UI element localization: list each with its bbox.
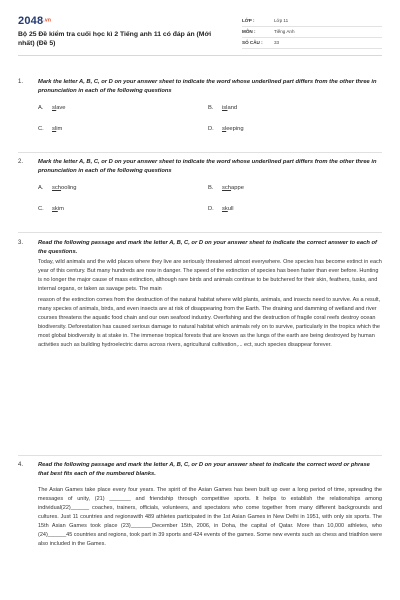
meta-row-count xyxy=(242,38,382,49)
question-3 xyxy=(18,239,382,349)
question-1 xyxy=(18,78,382,133)
option-rest: appe xyxy=(231,185,244,192)
option-rest: ave xyxy=(56,105,66,112)
logo-suffix: .vn xyxy=(43,17,52,24)
option-d[interactable] xyxy=(208,205,378,213)
option-underlined: sk xyxy=(222,205,228,212)
option-rest: ull xyxy=(227,205,234,212)
question-number: 4. xyxy=(18,462,24,468)
option-d[interactable] xyxy=(208,125,378,133)
question-number: 3. xyxy=(18,240,24,246)
meta-value: 33 xyxy=(274,39,280,45)
question-instruction: Read the following passage and mark the letter A, B, C, or D on your answer sheet to indicate the correct answer to each of the questions. xyxy=(38,240,377,255)
divider xyxy=(18,232,382,233)
passage-paragraph: reason of the extinction comes from the destruction of the natural habitat where wild plants, animals, and insects need to survive. As a result, many species of animals, birds, and even insects are at risk of disappearing from the Earth. The draining and damming of wetland and river courses threatens the aquatic food chain and our own seafood industry. Overfishing and the destruction of fragile coral reefs destroy ocean biodiversity. Deforestation has caused serious damage to natural habitat which animals rely on to survive, particularly in the tropics which the most global biodiversity is at stake in. The immense tropical forests that are known as the lungs of the earth are being destroyed by human activities such as building hydroelectric dams across rivers, agricultural cultivation,... ect, such species disappear forever. xyxy=(38,297,381,348)
answer-options xyxy=(38,184,382,213)
meta-row-class xyxy=(242,16,382,27)
option-rest: im xyxy=(56,125,63,132)
logo-text: 2048 xyxy=(18,15,44,27)
option-c[interactable] xyxy=(38,205,208,213)
question-number: 2. xyxy=(18,159,24,165)
question-instruction: Read the following passage and mark the letter A, B, C, or D on your answer sheet to indicate the correct word or phrase that best fits each of the numbered blanks. xyxy=(38,462,370,477)
option-b[interactable] xyxy=(208,104,378,112)
option-underlined: sl xyxy=(222,125,227,132)
meta-panel xyxy=(242,16,382,49)
answer-options xyxy=(38,104,382,133)
site-logo[interactable] xyxy=(18,14,51,30)
option-underlined: isl xyxy=(222,105,228,112)
option-letter: A. xyxy=(38,105,44,112)
divider xyxy=(18,152,382,153)
option-a[interactable] xyxy=(38,104,208,112)
page-title: Bộ 25 Đề kiểm tra cuối học kì 2 Tiếng anh 11 có đáp án (Mới nhất) (Đề 5) xyxy=(18,31,212,48)
option-letter: D. xyxy=(208,205,214,212)
meta-key: SỐ CÂU : xyxy=(242,39,263,45)
option-letter: B. xyxy=(208,105,214,112)
meta-key: LỚP : xyxy=(242,17,255,23)
divider xyxy=(18,455,382,456)
meta-row-subject xyxy=(242,27,382,38)
option-letter: B. xyxy=(208,185,214,192)
option-b[interactable] xyxy=(208,184,378,192)
option-rest: eeping xyxy=(226,125,244,132)
question-4 xyxy=(18,461,382,549)
option-letter: C. xyxy=(38,125,44,132)
option-rest: and xyxy=(227,105,238,112)
option-underlined: sch xyxy=(52,185,62,192)
question-instruction: Mark the letter A, B, C, or D on your answer sheet to indicate the word whose underlined part differs from the other three in pronunciation in each of the following questions xyxy=(38,79,377,94)
question-2 xyxy=(18,158,382,213)
passage-paragraph: The Asian Games take place every four years. The spirit of the Asian Games has been built up over a long period of time, spreading the messages of unity, (21) _______ and friendship through competitive sports. It helps to establish the relationships among individual(22)______ coaches, trainers, officials, volunteers, and spectators who come together from many different backgrounds and cultures. Just 11 countries and regionswith 489 athletes participated in the 1st Asian Games in New Delhi in 1951, with only six sports. The 15th Asian Games took place (23)_______December 15th, 2006, in Doha, the capital of Qatar. More than 10,000 athletes, who (24)______45 countries and regions, took part in 39 sports and 424 events of the games. Some new events such as chess and triathlon were also included in the Games. xyxy=(38,487,382,547)
document-header xyxy=(18,12,382,56)
option-letter: A. xyxy=(38,185,44,192)
option-rest: ooling xyxy=(61,185,77,192)
meta-value: Lớp 11 xyxy=(274,17,289,23)
option-rest: im xyxy=(57,205,64,212)
option-letter: C. xyxy=(38,205,44,212)
meta-value: Tiếng Anh xyxy=(274,28,295,34)
option-a[interactable] xyxy=(38,184,208,192)
option-c[interactable] xyxy=(38,125,208,133)
meta-key: MÔN : xyxy=(242,28,256,34)
question-instruction: Mark the letter A, B, C, or D on your answer sheet to indicate the word whose underlined part differs from the other three in pronunciation in each of the following questions xyxy=(38,159,377,174)
passage-paragraph: Today, wild animals and the wild places where they live are seriously threatened almost everywhere. One species has become extinct in each year of this century. But many hundreds are now in danger. The speed of the extinction of species has been faster than ever before. Hunting is no longer the major cause of mass extinction, although rare birds and animals continue to be butchered for their skin, feathers, tusks, and internal organs, or taken as savage pets. The main xyxy=(38,259,382,293)
option-underlined: sk xyxy=(52,205,58,212)
option-underlined: sl xyxy=(52,105,57,112)
option-underlined: sl xyxy=(52,125,57,132)
option-letter: D. xyxy=(208,125,214,132)
option-underlined: sch xyxy=(222,185,232,192)
question-number: 1. xyxy=(18,79,24,85)
